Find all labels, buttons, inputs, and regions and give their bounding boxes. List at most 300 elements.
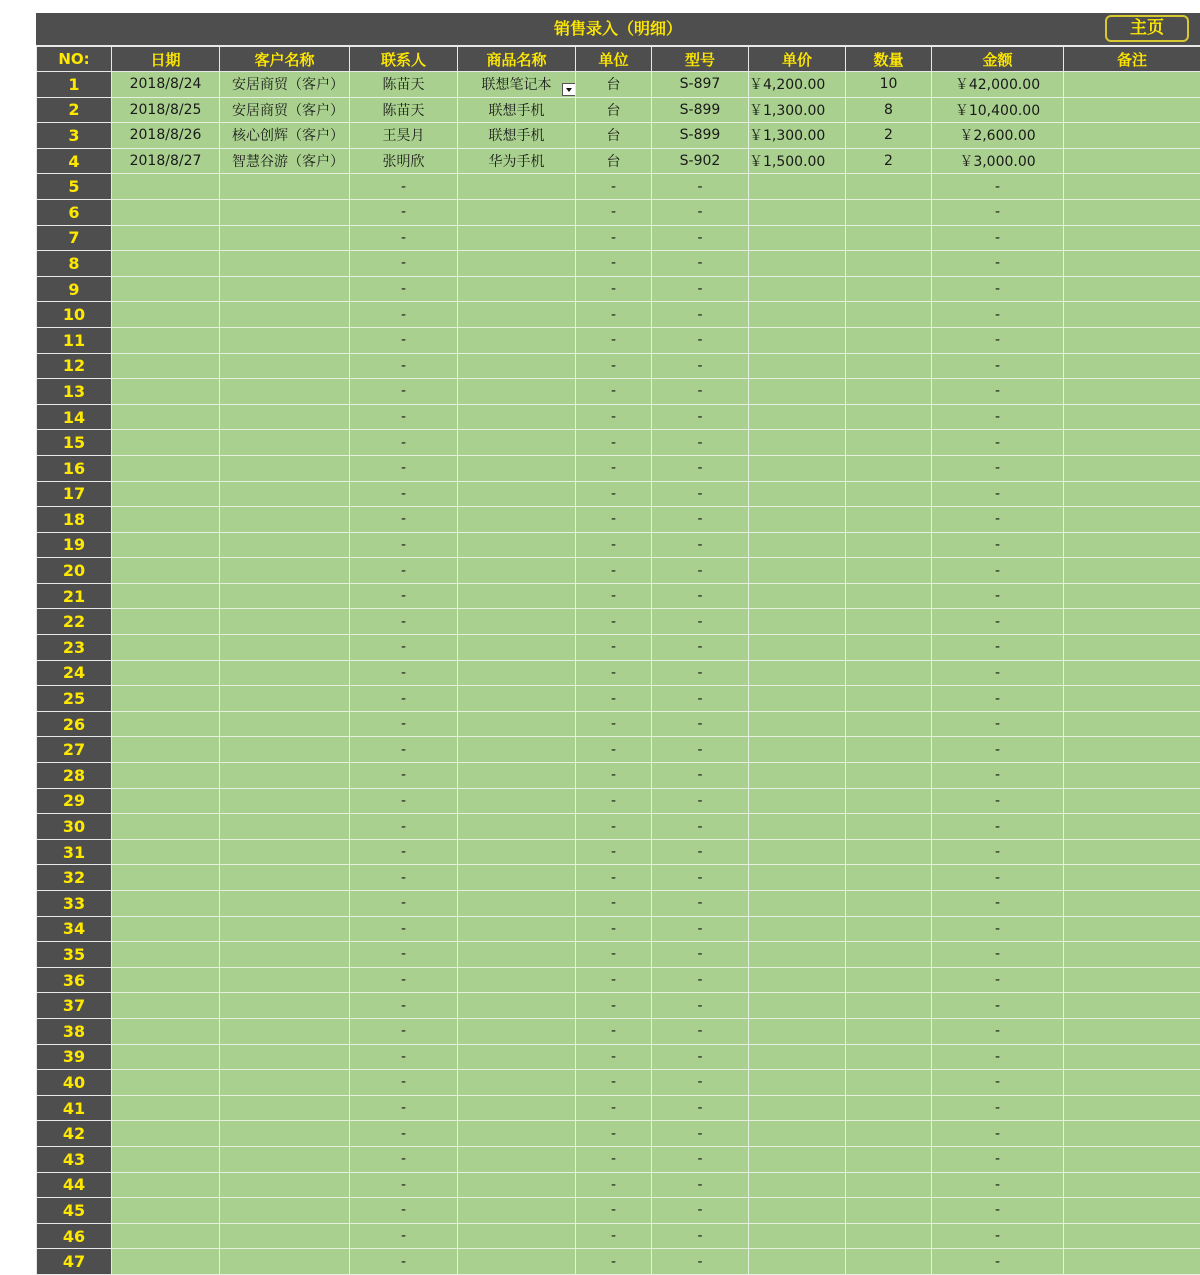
date-cell[interactable] xyxy=(112,481,220,507)
model-cell[interactable] xyxy=(652,635,749,661)
product-cell[interactable] xyxy=(458,507,576,533)
date-cell[interactable] xyxy=(112,1172,220,1198)
customer-cell[interactable] xyxy=(220,430,350,456)
customer-cell[interactable] xyxy=(220,558,350,584)
product-cell[interactable] xyxy=(458,1121,576,1147)
contact-cell[interactable] xyxy=(350,430,458,456)
date-cell[interactable] xyxy=(112,302,220,328)
unit-cell[interactable] xyxy=(576,1070,652,1096)
product-cell[interactable] xyxy=(458,404,576,430)
amount-cell[interactable] xyxy=(932,1121,1064,1147)
date-cell[interactable] xyxy=(112,1146,220,1172)
model-cell[interactable] xyxy=(652,225,749,251)
unit-cell[interactable] xyxy=(576,455,652,481)
note-cell[interactable] xyxy=(1064,916,1200,942)
qty-cell[interactable] xyxy=(846,174,932,200)
model-cell[interactable] xyxy=(652,1223,749,1249)
customer-cell[interactable] xyxy=(220,660,350,686)
product-cell[interactable] xyxy=(458,916,576,942)
unit-cell[interactable] xyxy=(576,72,652,98)
customer-cell[interactable] xyxy=(220,97,350,123)
model-cell[interactable] xyxy=(652,430,749,456)
contact-cell[interactable] xyxy=(350,814,458,840)
note-cell[interactable] xyxy=(1064,276,1200,302)
price-cell[interactable] xyxy=(749,123,846,149)
qty-cell[interactable] xyxy=(846,353,932,379)
model-cell[interactable] xyxy=(652,123,749,149)
model-cell[interactable] xyxy=(652,507,749,533)
date-cell[interactable] xyxy=(112,1095,220,1121)
customer-cell[interactable] xyxy=(220,199,350,225)
customer-cell[interactable] xyxy=(220,379,350,405)
unit-cell[interactable] xyxy=(576,302,652,328)
date-cell[interactable] xyxy=(112,916,220,942)
date-cell[interactable] xyxy=(112,814,220,840)
amount-cell[interactable] xyxy=(932,1249,1064,1275)
model-cell[interactable] xyxy=(652,302,749,328)
product-cell[interactable] xyxy=(458,660,576,686)
model-cell[interactable] xyxy=(652,1172,749,1198)
qty-cell[interactable] xyxy=(846,967,932,993)
model-cell[interactable] xyxy=(652,1018,749,1044)
unit-cell[interactable] xyxy=(576,993,652,1019)
unit-cell[interactable] xyxy=(576,711,652,737)
product-cell[interactable] xyxy=(458,993,576,1019)
model-cell[interactable] xyxy=(652,865,749,891)
customer-cell[interactable] xyxy=(220,1044,350,1070)
unit-cell[interactable] xyxy=(576,379,652,405)
model-cell[interactable] xyxy=(652,558,749,584)
note-cell[interactable] xyxy=(1064,455,1200,481)
price-cell[interactable] xyxy=(749,788,846,814)
unit-cell[interactable] xyxy=(576,686,652,712)
price-cell[interactable] xyxy=(749,916,846,942)
unit-cell[interactable] xyxy=(576,788,652,814)
unit-cell[interactable] xyxy=(576,839,652,865)
contact-cell[interactable] xyxy=(350,1223,458,1249)
product-cell[interactable] xyxy=(458,711,576,737)
note-cell[interactable] xyxy=(1064,1223,1200,1249)
price-cell[interactable] xyxy=(749,1172,846,1198)
model-cell[interactable] xyxy=(652,1146,749,1172)
customer-cell[interactable] xyxy=(220,839,350,865)
date-cell[interactable] xyxy=(112,788,220,814)
price-cell[interactable] xyxy=(749,302,846,328)
qty-cell[interactable] xyxy=(846,72,932,98)
note-cell[interactable] xyxy=(1064,635,1200,661)
price-cell[interactable] xyxy=(749,1095,846,1121)
model-cell[interactable] xyxy=(652,251,749,277)
model-cell[interactable] xyxy=(652,609,749,635)
product-cell[interactable] xyxy=(458,1223,576,1249)
price-cell[interactable] xyxy=(749,839,846,865)
home-button[interactable]: 主页 xyxy=(1105,15,1189,42)
note-cell[interactable] xyxy=(1064,507,1200,533)
customer-cell[interactable] xyxy=(220,942,350,968)
note-cell[interactable] xyxy=(1064,891,1200,917)
customer-cell[interactable] xyxy=(220,711,350,737)
price-cell[interactable] xyxy=(749,455,846,481)
model-cell[interactable] xyxy=(652,763,749,789)
note-cell[interactable] xyxy=(1064,97,1200,123)
amount-cell[interactable] xyxy=(932,148,1064,174)
price-cell[interactable] xyxy=(749,72,846,98)
amount-cell[interactable] xyxy=(932,276,1064,302)
customer-cell[interactable] xyxy=(220,455,350,481)
customer-cell[interactable] xyxy=(220,763,350,789)
unit-cell[interactable] xyxy=(576,148,652,174)
amount-cell[interactable] xyxy=(932,251,1064,277)
unit-cell[interactable] xyxy=(576,1044,652,1070)
note-cell[interactable] xyxy=(1064,737,1200,763)
amount-cell[interactable] xyxy=(932,916,1064,942)
qty-cell[interactable] xyxy=(846,1223,932,1249)
date-cell[interactable] xyxy=(112,711,220,737)
amount-cell[interactable] xyxy=(932,1044,1064,1070)
customer-cell[interactable] xyxy=(220,1146,350,1172)
price-cell[interactable] xyxy=(749,507,846,533)
date-cell[interactable] xyxy=(112,1249,220,1275)
note-cell[interactable] xyxy=(1064,609,1200,635)
date-cell[interactable] xyxy=(112,1121,220,1147)
date-cell[interactable] xyxy=(112,72,220,98)
unit-cell[interactable] xyxy=(576,276,652,302)
date-cell[interactable] xyxy=(112,1198,220,1224)
date-cell[interactable] xyxy=(112,455,220,481)
product-cell[interactable] xyxy=(458,430,576,456)
date-cell[interactable] xyxy=(112,430,220,456)
amount-cell[interactable] xyxy=(932,1198,1064,1224)
amount-cell[interactable] xyxy=(932,379,1064,405)
note-cell[interactable] xyxy=(1064,1018,1200,1044)
note-cell[interactable] xyxy=(1064,686,1200,712)
model-cell[interactable] xyxy=(652,583,749,609)
product-cell[interactable] xyxy=(458,1198,576,1224)
contact-cell[interactable] xyxy=(350,839,458,865)
product-cell[interactable] xyxy=(458,199,576,225)
product-cell[interactable] xyxy=(458,276,576,302)
contact-cell[interactable] xyxy=(350,251,458,277)
price-cell[interactable] xyxy=(749,891,846,917)
contact-cell[interactable] xyxy=(350,711,458,737)
contact-cell[interactable] xyxy=(350,737,458,763)
model-cell[interactable] xyxy=(652,1044,749,1070)
product-cell[interactable] xyxy=(458,379,576,405)
unit-cell[interactable] xyxy=(576,916,652,942)
contact-cell[interactable] xyxy=(350,942,458,968)
price-cell[interactable] xyxy=(749,225,846,251)
qty-cell[interactable] xyxy=(846,276,932,302)
price-cell[interactable] xyxy=(749,711,846,737)
date-cell[interactable] xyxy=(112,891,220,917)
contact-cell[interactable] xyxy=(350,327,458,353)
dropdown-arrow-icon[interactable] xyxy=(562,83,576,96)
amount-cell[interactable] xyxy=(932,1095,1064,1121)
qty-cell[interactable] xyxy=(846,148,932,174)
price-cell[interactable] xyxy=(749,609,846,635)
qty-cell[interactable] xyxy=(846,1044,932,1070)
price-cell[interactable] xyxy=(749,942,846,968)
note-cell[interactable] xyxy=(1064,1121,1200,1147)
model-cell[interactable] xyxy=(652,1121,749,1147)
date-cell[interactable] xyxy=(112,635,220,661)
product-cell[interactable] xyxy=(458,635,576,661)
customer-cell[interactable] xyxy=(220,327,350,353)
unit-cell[interactable] xyxy=(576,1121,652,1147)
amount-cell[interactable] xyxy=(932,507,1064,533)
note-cell[interactable] xyxy=(1064,123,1200,149)
unit-cell[interactable] xyxy=(576,763,652,789)
note-cell[interactable] xyxy=(1064,404,1200,430)
date-cell[interactable] xyxy=(112,251,220,277)
qty-cell[interactable] xyxy=(846,1198,932,1224)
unit-cell[interactable] xyxy=(576,199,652,225)
note-cell[interactable] xyxy=(1064,1070,1200,1096)
customer-cell[interactable] xyxy=(220,1172,350,1198)
amount-cell[interactable] xyxy=(932,967,1064,993)
model-cell[interactable] xyxy=(652,148,749,174)
qty-cell[interactable] xyxy=(846,97,932,123)
model-cell[interactable] xyxy=(652,788,749,814)
qty-cell[interactable] xyxy=(846,788,932,814)
amount-cell[interactable] xyxy=(932,635,1064,661)
note-cell[interactable] xyxy=(1064,302,1200,328)
note-cell[interactable] xyxy=(1064,225,1200,251)
qty-cell[interactable] xyxy=(846,686,932,712)
note-cell[interactable] xyxy=(1064,558,1200,584)
unit-cell[interactable] xyxy=(576,1198,652,1224)
unit-cell[interactable] xyxy=(576,507,652,533)
model-cell[interactable] xyxy=(652,1095,749,1121)
product-cell[interactable] xyxy=(458,1095,576,1121)
amount-cell[interactable] xyxy=(932,302,1064,328)
customer-cell[interactable] xyxy=(220,481,350,507)
product-cell[interactable] xyxy=(458,1044,576,1070)
date-cell[interactable] xyxy=(112,865,220,891)
contact-cell[interactable] xyxy=(350,379,458,405)
contact-cell[interactable] xyxy=(350,558,458,584)
customer-cell[interactable] xyxy=(220,865,350,891)
note-cell[interactable] xyxy=(1064,148,1200,174)
amount-cell[interactable] xyxy=(932,455,1064,481)
qty-cell[interactable] xyxy=(846,891,932,917)
price-cell[interactable] xyxy=(749,148,846,174)
price-cell[interactable] xyxy=(749,404,846,430)
product-cell[interactable] xyxy=(458,558,576,584)
price-cell[interactable] xyxy=(749,763,846,789)
price-cell[interactable] xyxy=(749,379,846,405)
qty-cell[interactable] xyxy=(846,635,932,661)
amount-cell[interactable] xyxy=(932,199,1064,225)
qty-cell[interactable] xyxy=(846,814,932,840)
qty-cell[interactable] xyxy=(846,1070,932,1096)
customer-cell[interactable] xyxy=(220,967,350,993)
note-cell[interactable] xyxy=(1064,1095,1200,1121)
customer-cell[interactable] xyxy=(220,404,350,430)
product-cell[interactable] xyxy=(458,1070,576,1096)
amount-cell[interactable] xyxy=(932,404,1064,430)
amount-cell[interactable] xyxy=(932,174,1064,200)
contact-cell[interactable] xyxy=(350,199,458,225)
date-cell[interactable] xyxy=(112,660,220,686)
price-cell[interactable] xyxy=(749,251,846,277)
unit-cell[interactable] xyxy=(576,967,652,993)
model-cell[interactable] xyxy=(652,97,749,123)
price-cell[interactable] xyxy=(749,686,846,712)
qty-cell[interactable] xyxy=(846,199,932,225)
product-cell[interactable] xyxy=(458,455,576,481)
unit-cell[interactable] xyxy=(576,1018,652,1044)
unit-cell[interactable] xyxy=(576,1172,652,1198)
note-cell[interactable] xyxy=(1064,1146,1200,1172)
note-cell[interactable] xyxy=(1064,839,1200,865)
contact-cell[interactable] xyxy=(350,1095,458,1121)
product-cell[interactable] xyxy=(458,1018,576,1044)
contact-cell[interactable] xyxy=(350,481,458,507)
note-cell[interactable] xyxy=(1064,967,1200,993)
unit-cell[interactable] xyxy=(576,225,652,251)
customer-cell[interactable] xyxy=(220,686,350,712)
date-cell[interactable] xyxy=(112,583,220,609)
qty-cell[interactable] xyxy=(846,993,932,1019)
price-cell[interactable] xyxy=(749,558,846,584)
date-cell[interactable] xyxy=(112,123,220,149)
unit-cell[interactable] xyxy=(576,865,652,891)
date-cell[interactable] xyxy=(112,1223,220,1249)
customer-cell[interactable] xyxy=(220,609,350,635)
note-cell[interactable] xyxy=(1064,763,1200,789)
price-cell[interactable] xyxy=(749,97,846,123)
date-cell[interactable] xyxy=(112,353,220,379)
product-cell[interactable] xyxy=(458,609,576,635)
note-cell[interactable] xyxy=(1064,353,1200,379)
price-cell[interactable] xyxy=(749,660,846,686)
customer-cell[interactable] xyxy=(220,276,350,302)
unit-cell[interactable] xyxy=(576,814,652,840)
unit-cell[interactable] xyxy=(576,942,652,968)
model-cell[interactable] xyxy=(652,353,749,379)
qty-cell[interactable] xyxy=(846,302,932,328)
customer-cell[interactable] xyxy=(220,72,350,98)
amount-cell[interactable] xyxy=(932,532,1064,558)
unit-cell[interactable] xyxy=(576,609,652,635)
note-cell[interactable] xyxy=(1064,865,1200,891)
product-cell[interactable] xyxy=(458,686,576,712)
amount-cell[interactable] xyxy=(932,993,1064,1019)
amount-cell[interactable] xyxy=(932,225,1064,251)
amount-cell[interactable] xyxy=(932,660,1064,686)
date-cell[interactable] xyxy=(112,763,220,789)
qty-cell[interactable] xyxy=(846,839,932,865)
unit-cell[interactable] xyxy=(576,251,652,277)
qty-cell[interactable] xyxy=(846,430,932,456)
qty-cell[interactable] xyxy=(846,711,932,737)
amount-cell[interactable] xyxy=(932,686,1064,712)
contact-cell[interactable] xyxy=(350,916,458,942)
product-cell[interactable] xyxy=(458,1146,576,1172)
note-cell[interactable] xyxy=(1064,788,1200,814)
unit-cell[interactable] xyxy=(576,635,652,661)
model-cell[interactable] xyxy=(652,532,749,558)
amount-cell[interactable] xyxy=(932,430,1064,456)
contact-cell[interactable] xyxy=(350,891,458,917)
date-cell[interactable] xyxy=(112,507,220,533)
date-cell[interactable] xyxy=(112,199,220,225)
customer-cell[interactable] xyxy=(220,225,350,251)
price-cell[interactable] xyxy=(749,430,846,456)
qty-cell[interactable] xyxy=(846,1146,932,1172)
customer-cell[interactable] xyxy=(220,1198,350,1224)
product-cell[interactable] xyxy=(458,814,576,840)
product-cell[interactable] xyxy=(458,123,576,149)
note-cell[interactable] xyxy=(1064,1249,1200,1275)
date-cell[interactable] xyxy=(112,737,220,763)
contact-cell[interactable] xyxy=(350,72,458,98)
price-cell[interactable] xyxy=(749,174,846,200)
price-cell[interactable] xyxy=(749,583,846,609)
date-cell[interactable] xyxy=(112,839,220,865)
note-cell[interactable] xyxy=(1064,1198,1200,1224)
contact-cell[interactable] xyxy=(350,1121,458,1147)
price-cell[interactable] xyxy=(749,1044,846,1070)
product-cell[interactable] xyxy=(458,583,576,609)
note-cell[interactable] xyxy=(1064,72,1200,98)
customer-cell[interactable] xyxy=(220,1018,350,1044)
unit-cell[interactable] xyxy=(576,1095,652,1121)
price-cell[interactable] xyxy=(749,1198,846,1224)
qty-cell[interactable] xyxy=(846,1018,932,1044)
product-cell[interactable] xyxy=(458,942,576,968)
amount-cell[interactable] xyxy=(932,123,1064,149)
product-cell[interactable] xyxy=(458,1172,576,1198)
amount-cell[interactable] xyxy=(932,72,1064,98)
contact-cell[interactable] xyxy=(350,1172,458,1198)
customer-cell[interactable] xyxy=(220,1121,350,1147)
qty-cell[interactable] xyxy=(846,865,932,891)
model-cell[interactable] xyxy=(652,455,749,481)
note-cell[interactable] xyxy=(1064,174,1200,200)
product-cell[interactable] xyxy=(458,967,576,993)
qty-cell[interactable] xyxy=(846,1095,932,1121)
customer-cell[interactable] xyxy=(220,1095,350,1121)
product-cell[interactable] xyxy=(458,302,576,328)
contact-cell[interactable] xyxy=(350,1249,458,1275)
customer-cell[interactable] xyxy=(220,1070,350,1096)
contact-cell[interactable] xyxy=(350,993,458,1019)
customer-cell[interactable] xyxy=(220,123,350,149)
amount-cell[interactable] xyxy=(932,1172,1064,1198)
contact-cell[interactable] xyxy=(350,353,458,379)
date-cell[interactable] xyxy=(112,609,220,635)
note-cell[interactable] xyxy=(1064,481,1200,507)
amount-cell[interactable] xyxy=(932,865,1064,891)
customer-cell[interactable] xyxy=(220,891,350,917)
customer-cell[interactable] xyxy=(220,174,350,200)
contact-cell[interactable] xyxy=(350,609,458,635)
contact-cell[interactable] xyxy=(350,865,458,891)
unit-cell[interactable] xyxy=(576,1146,652,1172)
product-cell[interactable] xyxy=(458,1249,576,1275)
price-cell[interactable] xyxy=(749,1223,846,1249)
model-cell[interactable] xyxy=(652,481,749,507)
price-cell[interactable] xyxy=(749,481,846,507)
qty-cell[interactable] xyxy=(846,609,932,635)
date-cell[interactable] xyxy=(112,993,220,1019)
contact-cell[interactable] xyxy=(350,1070,458,1096)
note-cell[interactable] xyxy=(1064,1044,1200,1070)
qty-cell[interactable] xyxy=(846,455,932,481)
unit-cell[interactable] xyxy=(576,327,652,353)
